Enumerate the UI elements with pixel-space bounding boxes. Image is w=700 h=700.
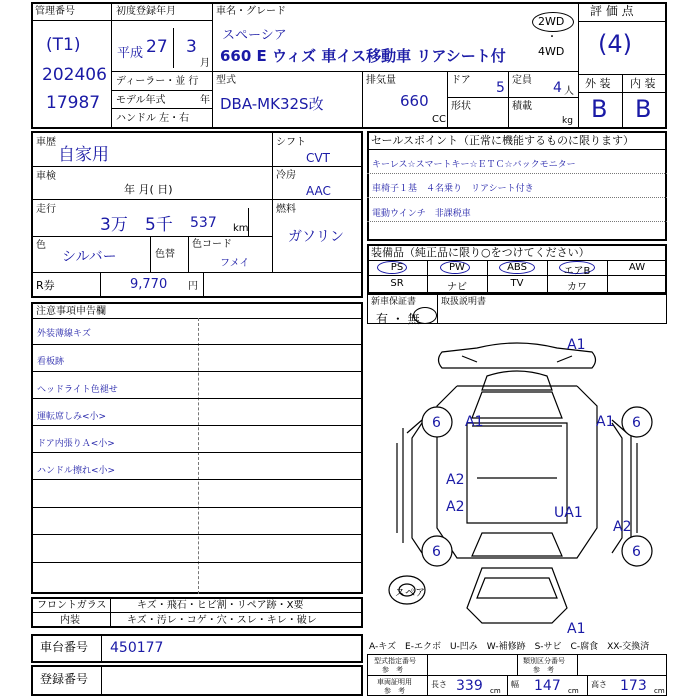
score-label: 評 価 点	[590, 4, 634, 18]
cert-label: 車両証明用	[377, 678, 412, 686]
exterior-grade: B	[591, 95, 608, 123]
note-line-4: 運転席しみ<小>	[37, 412, 107, 422]
interior-legend: キズ・汚レ・コゲ・穴・スレ・キレ・破レ	[127, 615, 317, 626]
history-value: 自家用	[58, 145, 109, 165]
displacement-label: 排気量	[366, 75, 396, 86]
equip-aw: AW	[628, 262, 646, 273]
width-unit: cm	[568, 687, 579, 695]
note-line-6: ハンドル擦れ<小>	[37, 466, 116, 476]
front-glass-label: フロントガラス	[37, 600, 107, 611]
mileage-rest: 537	[190, 215, 217, 231]
mark-left-a2-upper: A2	[446, 472, 465, 488]
fuel-label: 燃料	[276, 204, 296, 215]
type-number-label: 型式指定番号	[374, 657, 416, 665]
mileage-unit: km	[233, 223, 249, 234]
sales-line-1: キーレス☆スマートキー☆ＥＴＣ☆バックモニター	[372, 160, 576, 170]
load-unit: kg	[562, 116, 573, 126]
kanri-label: 管理番号	[35, 6, 75, 17]
aircon-label: 冷房	[276, 170, 296, 181]
length-unit: cm	[490, 687, 501, 695]
mark-right-a1: A1	[596, 414, 615, 430]
capacity-unit: 人	[564, 86, 574, 97]
displacement-unit: CC	[432, 114, 446, 125]
notes-title: 注意事項申告欄	[36, 306, 106, 317]
equip-leather: カワ	[567, 282, 587, 293]
aircon-value: AAC	[306, 184, 331, 198]
shift-value: CVT	[306, 151, 330, 165]
load-label: 積載	[512, 101, 532, 112]
model-grade: 660 E ウィズ 車イス移動車 リアシート付	[220, 47, 506, 65]
month-unit: 月	[200, 58, 210, 69]
warranty-label: 新車保証書	[371, 297, 417, 307]
fuel-value: ガソリン	[288, 229, 344, 245]
reg-month: 3	[186, 37, 197, 57]
kanri-number-1: 202406	[42, 65, 107, 85]
shaken-label: 車検	[36, 171, 56, 182]
tire-front-left: 6	[432, 415, 441, 431]
door-label: ドア	[451, 75, 471, 86]
recycle-unit: 円	[188, 281, 198, 292]
mileage-man: 3万	[100, 215, 128, 235]
era-label: 平成	[117, 46, 144, 61]
height-unit: cm	[654, 687, 665, 695]
mileage-label: 走行	[36, 204, 56, 215]
chassis-label: 車台番号	[40, 640, 89, 654]
color-code-value: フメイ	[220, 258, 250, 269]
interior-legend-label: 内装	[60, 615, 80, 626]
interior-label: 内 装	[630, 77, 656, 90]
mark-front-a1: A1	[567, 337, 586, 353]
kanri-code: (T1)	[46, 35, 81, 55]
warranty-value: 有 ・ 無	[376, 312, 420, 326]
capacity-value: 4	[553, 80, 562, 96]
chassis-value: 450177	[110, 640, 164, 656]
car-damage-diagram	[367, 328, 667, 638]
displacement-value: 660	[400, 92, 429, 110]
drive-4wd: 4WD	[538, 45, 565, 58]
front-glass-legend: キズ・飛石・ヒビ割・リペア跡・X要	[137, 600, 304, 611]
recycle-value: 9,770	[130, 277, 168, 292]
sales-line-2: 車椅子１基 ４名乗り リアシート付き	[372, 184, 534, 194]
tire-front-right: 6	[632, 415, 641, 431]
damage-legend: A-キズ E-エクボ U-凹み W-補修跡 S-サビ C-腐食 XX-交換済	[369, 642, 650, 652]
equip-abs: ABS	[507, 262, 527, 273]
first-reg-label: 初度登録年月	[116, 6, 176, 17]
class-number-label: 類別区分番号	[523, 657, 565, 665]
color-change-label: 色替	[155, 249, 175, 260]
model-name: スペーシア	[222, 28, 287, 43]
katashiki-label: 型式	[216, 75, 236, 86]
equip-ps: PS	[390, 262, 404, 273]
note-line-2: 看板跡	[37, 357, 65, 367]
cert-ref: 参 考	[384, 687, 405, 695]
equipment-title: 装備品（純正品に限り○をつけてください）	[371, 246, 590, 259]
sales-line-3: 電動ウインチ 非課税車	[372, 209, 471, 219]
note-line-1: 外装薄線キズ	[37, 329, 91, 339]
reg-year: 27	[146, 37, 168, 57]
history-label: 車歴	[36, 137, 56, 148]
capacity-label: 定員	[512, 75, 532, 86]
spare-label: スペア	[395, 588, 425, 599]
mileage-sen: 5千	[145, 215, 173, 235]
color-label: 色	[36, 240, 46, 251]
width-label: 幅	[511, 680, 519, 689]
interior-grade: B	[635, 95, 652, 123]
class-number-ref: 参 考	[533, 666, 554, 674]
recycle-label: R券	[36, 279, 55, 292]
note-line-3: ヘッドライト色褪せ	[37, 385, 118, 395]
equip-airbag: エアB	[563, 266, 591, 277]
type-number-ref: 参 考	[382, 666, 403, 674]
shaken-date: 年 月( 日)	[124, 183, 173, 196]
height-label: 高さ	[591, 680, 607, 689]
equip-tv: TV	[510, 278, 524, 289]
equip-navi: ナビ	[447, 282, 467, 293]
sales-title: セールスポイント（正常に機能するものに限ります）	[371, 134, 635, 147]
registration-label: 登録番号	[40, 672, 89, 686]
exterior-label: 外 装	[585, 77, 611, 90]
door-value: 5	[496, 80, 505, 96]
color-code-label: 色コード	[192, 239, 232, 250]
mark-center-ua1: UA1	[554, 505, 583, 521]
manual-label: 取扱説明書	[441, 297, 487, 307]
mark-left-a2-lower: A2	[446, 499, 465, 515]
tire-rear-right: 6	[632, 544, 641, 560]
warranty-circle	[413, 307, 437, 324]
length-value: 339	[456, 678, 483, 694]
score-value: (4)	[598, 30, 632, 58]
equip-sr: SR	[390, 278, 404, 289]
handle-label: ハンドル 左・右	[116, 113, 190, 124]
note-line-5: ドア内張りＡ<小>	[37, 439, 115, 449]
kanri-number-2: 17987	[46, 93, 101, 113]
shift-label: シフト	[276, 137, 306, 148]
mark-rear-a1: A1	[567, 621, 586, 637]
dealer-label: ディーラー・並 行	[116, 76, 199, 87]
model-label: 車名・グレード	[216, 6, 286, 17]
mark-right-a2: A2	[613, 519, 632, 535]
mark-left-a1: A1	[465, 414, 484, 430]
model-year-unit: 年	[200, 95, 210, 106]
width-value: 147	[534, 678, 561, 694]
drive-sep: ・	[547, 32, 557, 43]
katashiki-value: DBA-MK32S改	[220, 95, 324, 113]
shape-label: 形状	[451, 101, 471, 112]
color-value: シルバー	[62, 249, 117, 265]
model-year-label: モデル年式	[116, 95, 166, 106]
length-label: 長さ	[431, 680, 447, 689]
tire-rear-left: 6	[432, 544, 441, 560]
height-value: 173	[620, 678, 647, 694]
drive-2wd: 2WD	[538, 15, 565, 28]
equip-pw: PW	[449, 262, 465, 273]
